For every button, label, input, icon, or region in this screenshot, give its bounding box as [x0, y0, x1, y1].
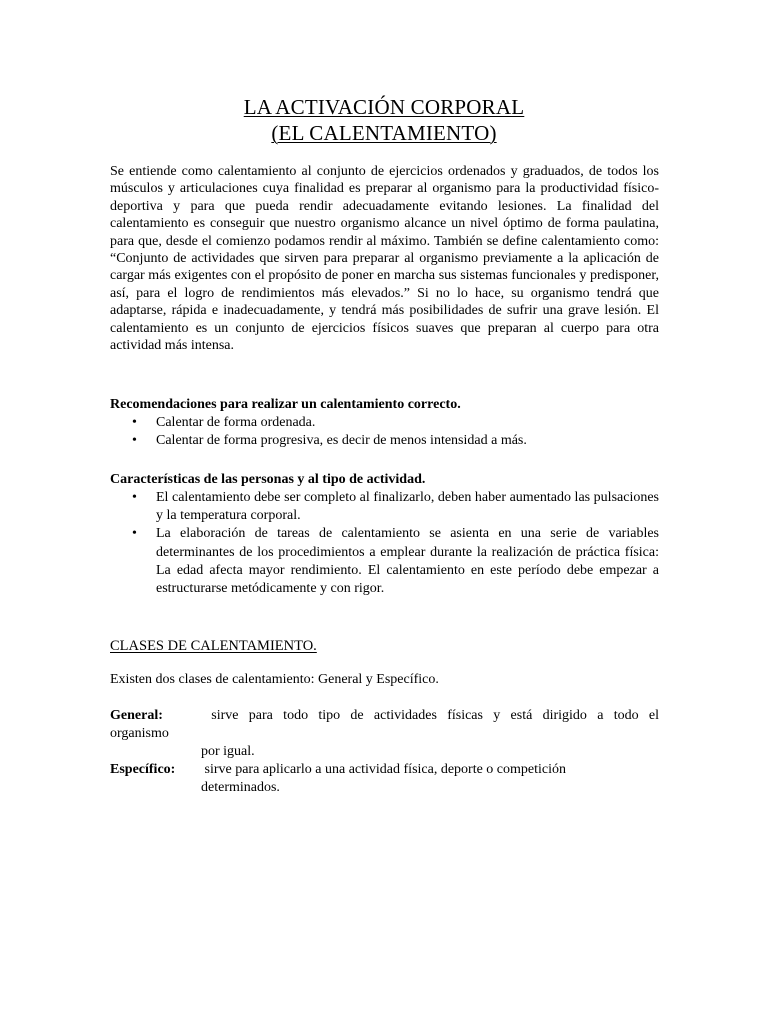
specific-definition — [110, 761, 659, 779]
general-term: General: — [110, 708, 163, 723]
recommendations-list — [110, 414, 659, 450]
list-item-text: Calentar de forma progresiva, es decir de menos intensidad a más. — [156, 433, 527, 449]
characteristics-heading: Características de las personas y al tipo de actividad. — [110, 472, 426, 487]
list-item-text: El calentamiento debe ser completo al finalizarlo, deben haber aumentado las pulsaciones y la temperatura corporal. — [156, 490, 659, 524]
intro-paragraph: Se entiende como calentamiento al conjunto de ejercicios ordenados y graduados, de todos los músculos y articulaciones cuya finalidad es preparar al organismo para la productividad físico-deportiva y para que pueda rendir adecuadamente evitando lesiones. La finalidad del calentamiento es conseguir que nuestro organismo alcance un nivel óptimo de forma paulatina, para que, desde el comienzo podamos rendir al máximo. También se define calentamiento como: “Conjunto de actividades que sirven para preparar al organismo previamente a la aplicación de cargar más exigentes con el propósito de poner en marcha sus sistemas funcionales y predisponer, así, para el logro de rendimientos más elevados.” Si no lo hace, su organismo tendrá que adaptarse, rápida e inadecuadamente, y tendrá más posibilidades de sufrir una grave lesión. El calentamiento es un conjunto de ejercicios físicos suaves que preparan al cuerpo para otra actividad más intensa. — [110, 164, 659, 354]
bullet-icon: • — [132, 526, 137, 542]
list-item — [110, 525, 659, 598]
list-item-text: La elaboración de tareas de calentamiento se asienta en una serie de variables determinantes de los procedimientos a emplear durante la realización de práctica física: La edad afecta mayor rendimiento. El calentamiento en este período debe empezar a estructurarse metódicamente y con rigor. — [156, 526, 659, 597]
general-line-2: organismo — [110, 726, 169, 741]
title-line-1: LA ACTIVACIÓN CORPORAL — [243, 95, 525, 119]
list-item — [110, 489, 659, 525]
bullet-icon: • — [132, 490, 137, 505]
bullet-icon: • — [132, 433, 137, 449]
general-definition — [110, 707, 659, 725]
specific-line-2: determinados. — [201, 780, 280, 795]
list-item — [110, 432, 659, 450]
list-item-text: Calentar de forma ordenada. — [156, 415, 316, 430]
specific-term: Específico: — [110, 762, 176, 777]
classes-intro: Existen dos clases de calentamiento: General y Específico. — [110, 672, 439, 687]
title-line-2: (EL CALENTAMIENTO) — [271, 121, 497, 145]
classes-heading: CLASES DE CALENTAMIENTO. — [110, 638, 317, 654]
characteristics-list — [110, 489, 659, 598]
bullet-icon: • — [132, 415, 137, 430]
specific-line-1: sirve para aplicarlo a una actividad física, deporte o competición — [204, 762, 567, 777]
general-line-1: sirve para todo tipo de actividades físicas y está dirigido a todo el — [211, 708, 660, 723]
general-line-3: por igual. — [201, 744, 255, 759]
list-item — [110, 414, 659, 432]
recommendations-heading: Recomendaciones para realizar un calentamiento correcto. — [110, 397, 461, 412]
